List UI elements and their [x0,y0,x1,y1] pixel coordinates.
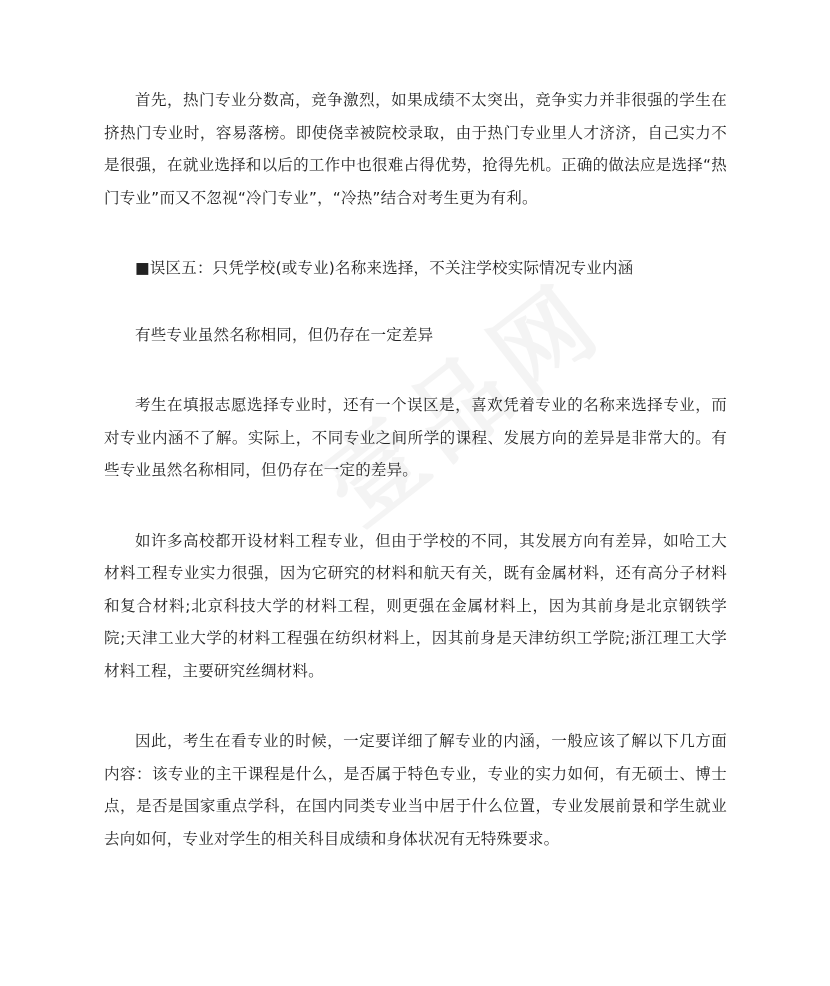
paragraph-hot-majors: 首先，热门专业分数高，竞争激烈，如果成绩不太突出，竞争实力并非很强的学生在挤热门专业时，容易落榜。即使侥幸被院校录取，由于热门专业里人才济济，自己实力不是很强，在就业选择和以后的工作中也很难占得优势，抢得先机。正确的做法应是选择“热门专业”而又不忽视“冷门专业”，“冷热”结合对考生更为有利。 [104,91,727,207]
paragraph-major-connotation: 考生在填报志愿选择专业时，还有一个误区是，喜欢凭着专业的名称来选择专业，而对专业内涵不了解。实际上，不同专业之间所学的课程、发展方向的差异是非常大的。有些专业虽然名称相同，但仍存在一定的差异。 [104,396,727,479]
document-body [104,84,727,855]
section-heading-misconception-5: ■误区五：只凭学校(或专业)名称来选择，不关注学校实际情况专业内涵 [135,259,634,277]
subheading-same-name-differences: 有些专业虽然名称相同，但仍存在一定差异 [135,325,434,344]
paragraph-materials-engineering-example: 如许多高校都开设材料工程专业，但由于学校的不同，其发展方向有差异，如哈工大材料工程专业实力很强，因为它研究的材料和航天有关，既有金属材料，还有高分子材料和复合材料;北京科技大学的材料工程，则更强在金属材料上，因为其前身是北京钢铁学院;天津工业大学的材料工程强在纺织材料上，因其前身是天津纺织工学院;浙江理工大学材料工程，主要研究丝绸材料。 [104,531,727,680]
paragraph-conclusion: 因此，考生在看专业的时候，一定要详细了解专业的内涵，一般应该了解以下几方面内容：该专业的主干课程是什么，是否属于特色专业，专业的实力如何，有无硕士、博士点，是否是国家重点学科，在国内同类专业当中居于什么位置，专业发展前景和学生就业去向如何，专业对学生的相关科目成绩和身体状况有无特殊要求。 [104,732,727,848]
